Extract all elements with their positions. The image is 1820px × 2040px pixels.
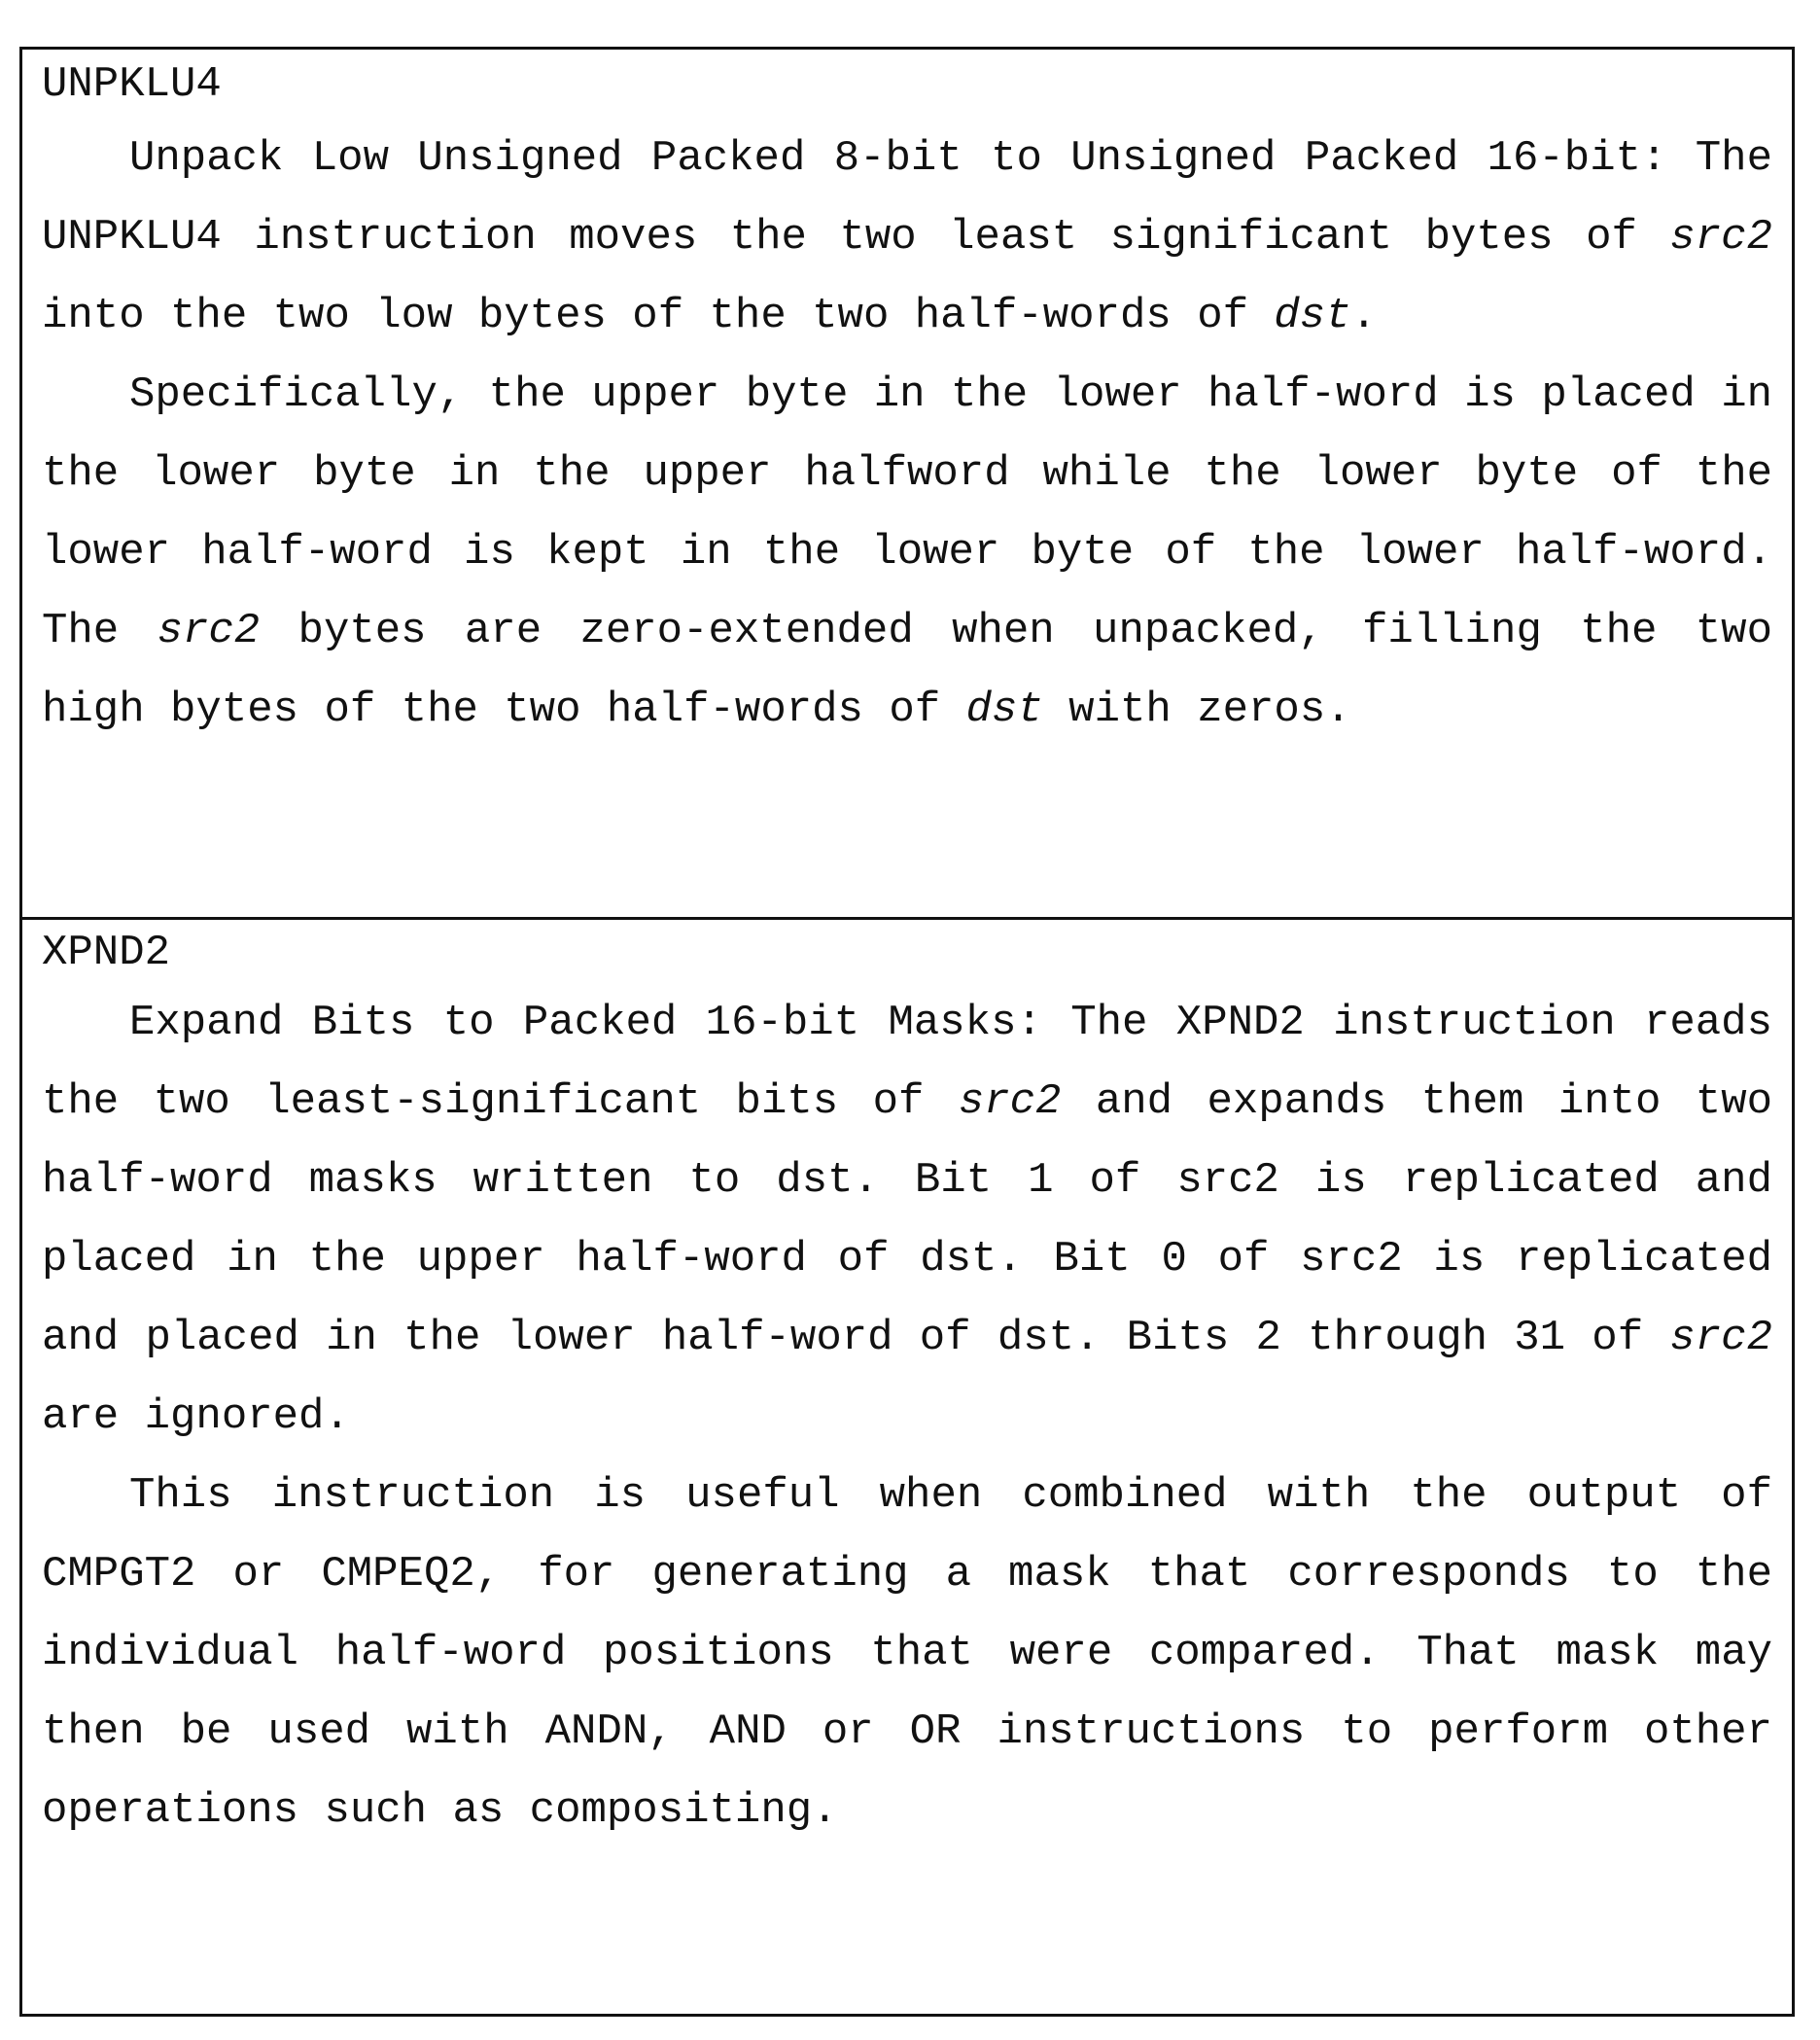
text-run: Unpack Low Unsigned Packed 8-bit to Unsigned Packed 16-bit: The UNPKLU4 instruction moves the two least significant bytes of: [42, 134, 1772, 262]
section-xpnd2: [22, 920, 1792, 2014]
paragraph: [42, 984, 1772, 1457]
section-unpklu4: [22, 50, 1792, 920]
text-run: bytes are zero-extended when unpacked, filling the two high bytes of the two half-words of: [42, 607, 1772, 734]
text-run: Expand Bits to Packed 16-bit Masks: The XPND2 instruction reads the two least-significant bits of: [42, 999, 1772, 1126]
paragraph: [42, 120, 1772, 356]
italic-term: dst: [965, 686, 1043, 734]
italic-term: dst: [1274, 292, 1351, 340]
paragraph: [42, 356, 1772, 750]
text-run: into the two low bytes of the two half-words of: [42, 292, 1275, 340]
text-run: are ignored.: [42, 1392, 350, 1441]
italic-term: src2: [157, 607, 261, 655]
section-title: XPND2: [42, 929, 171, 977]
italic-term: src2: [1669, 213, 1772, 262]
document-table: [19, 47, 1795, 2017]
text-run: and expands them into two half-word masks written to dst. Bit 1 of src2 is replicated and placed in the upper half-word of dst. Bit 0 of src2 is replicated and placed in the lower half-word of dst. Bits 2 through 31 of: [42, 1077, 1773, 1362]
text-run: .: [1350, 292, 1378, 340]
italic-term: src2: [1669, 1314, 1772, 1362]
text-run: Specifically, the upper byte in the lower half-word is placed in the lower byte in the upper halfword while the lower byte of the lower half-word is kept in the lower byte of the lower half-word. The: [42, 370, 1772, 655]
section-title: UNPKLU4: [42, 60, 222, 109]
text-run: This instruction is useful when combined with the output of CMPGT2 or CMPEQ2, for generating a mask that corresponds to the individual half-word positions that were compared. That mask may then be used with ANDN, AND or OR instructions to perform other operations such as compositing.: [42, 1471, 1772, 1835]
text-run: with zeros.: [1042, 686, 1351, 734]
italic-term: src2: [958, 1077, 1062, 1126]
paragraph: [42, 1457, 1772, 1850]
